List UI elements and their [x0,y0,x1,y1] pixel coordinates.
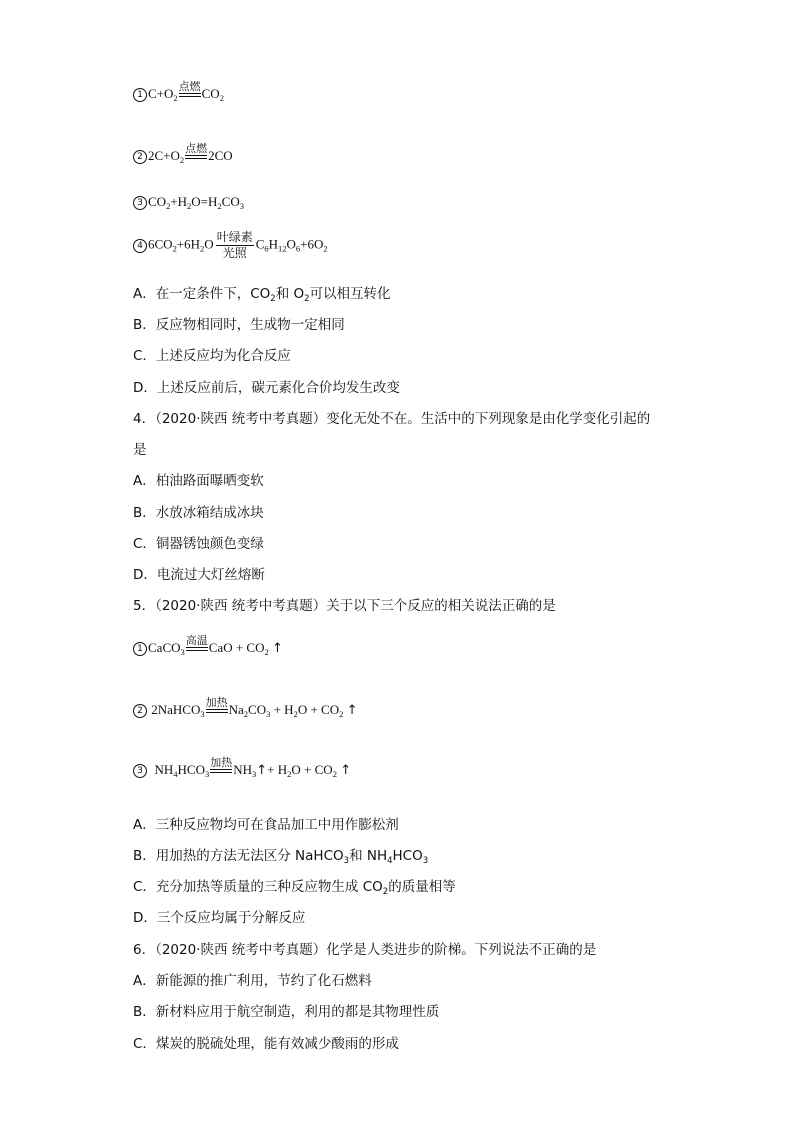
reaction-2: 2 2NaHCO$_3$ 加热 $Na_2CO_3 + H_2O + CO_2$ ↑ [133,696,358,726]
q3-option-c: C．上述反应均为化合反应 [133,348,291,364]
equation-1: 1 $C+O_2$ 点燃 $CO_2$ [133,80,224,110]
equation-2: 2 $2C+O_2$ 点燃 2CO [133,142,233,172]
circled-number: 3 [133,764,147,778]
q5-option-c: C．充分加热等质量的三种反应物生成 $CO_2$的质量相等 [133,879,456,897]
q4-option-a: A．柏油路面曝晒变软 [133,473,264,489]
gas-arrow-icon: ↑ [346,702,358,718]
q4-option-c: C．铜器锈蚀颜色变绿 [133,536,264,552]
q6-option-b: B．新材料应用于航空制造，利用的都是其物理性质 [133,1004,440,1020]
reaction-condition: $\frac{\text{叶绿素}}{\text{光照}}$ [216,230,253,260]
circled-number: 2 [133,704,147,718]
q4-stem: 4．（2020·陕西 统考中考真题）变化无处不在。生活中的下列现象是由化学变化引起的 [133,411,651,427]
q3-option-a: A．在一定条件下，$CO_2$和 $O_2$可以相互转化 [133,286,391,304]
circled-number: 1 [133,88,147,102]
q6-option-a: A．新能源的推广利用，节约了化石燃料 [133,973,372,989]
reaction-condition: 点燃 [179,80,201,110]
q5-option-b: B．用加热的方法无法区分 NaHCO$_3$和 $NH_4HCO_3$ [133,848,429,866]
equation-3: 3 $CO_2+H_2O=H_2CO_3$ [133,193,244,211]
reaction-condition: 加热 [210,756,232,786]
q4-stem-continued: 是 [133,442,147,458]
gas-arrow-icon: ↑ [256,762,268,778]
equation-4: 4 $6CO_2+6H_2O$ $\frac{\text{叶绿素}}{\text{光照}}$ $C_6H_{12}O_6+6O_2$ [133,230,328,261]
reaction-3: 3 $NH_4HCO_3$ 加热 $NH_3↑+ H_2O + CO_2$ ↑ [133,756,351,786]
q6-option-c: C．煤炭的脱硫处理，能有效减少酸雨的形成 [133,1036,399,1052]
reaction-1: 1 CaCO$_3$ 高温 CaO + $CO_2$ ↑ [133,634,283,664]
circled-number: 1 [133,642,147,656]
q5-option-d: D．三个反应均属于分解反应 [133,910,306,926]
circled-number: 4 [133,239,147,253]
q4-option-b: B．水放冰箱结成冰块 [133,505,264,521]
q6-stem: 6．（2020·陕西 统考中考真题）化学是人类进步的阶梯。下列说法不正确的是 [133,942,597,958]
q3-option-d: D．上述反应前后，碳元素化合价均发生改变 [133,380,400,396]
reaction-condition: 点燃 [185,142,207,172]
q3-option-b: B．反应物相同时，生成物一定相同 [133,317,345,333]
q5-stem: 5．（2020·陕西 统考中考真题）关于以下三个反应的相关说法正确的是 [133,598,556,614]
circled-number: 2 [133,150,147,164]
q5-option-a: A．三种反应物均可在食品加工中用作膨松剂 [133,817,399,833]
circled-number: 3 [133,196,147,210]
gas-arrow-icon: ↑ [340,762,352,778]
gas-arrow-icon: ↑ [271,640,283,656]
reaction-condition: 高温 [186,634,208,664]
reaction-condition: 加热 [206,696,228,726]
q4-option-d: D．电流过大灯丝熔断 [133,567,265,583]
